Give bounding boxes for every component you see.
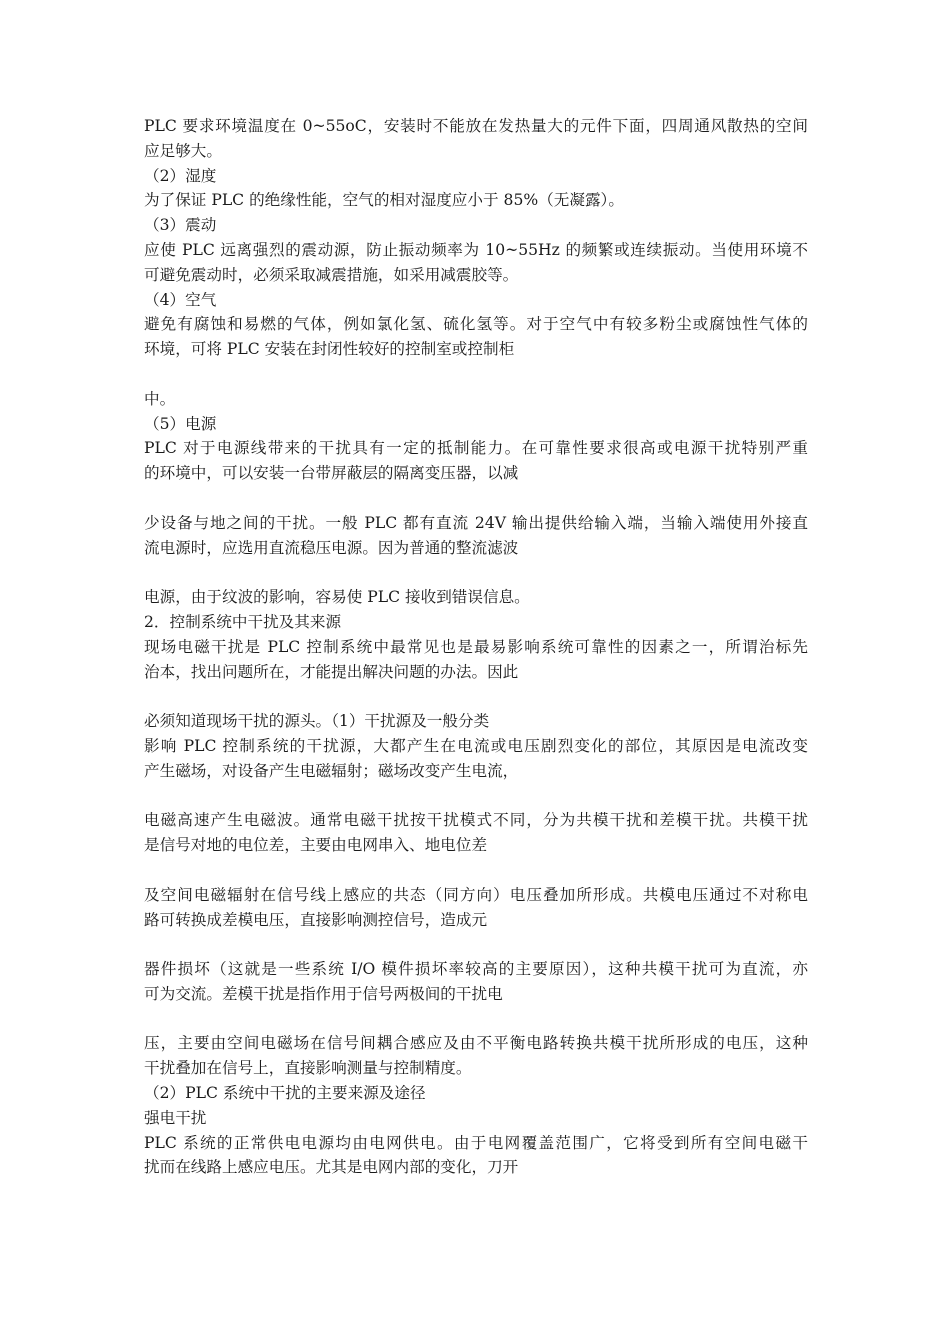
text-line: 的环境中，可以安装一台带屏蔽层的隔离变压器，以减 <box>144 464 519 483</box>
text-line: 产生磁场，对设备产生电磁辐射；磁场改变产生电流， <box>144 761 519 780</box>
paragraph-gap <box>144 684 808 709</box>
paragraph-gap <box>144 486 808 511</box>
text-line: 强电干扰 <box>144 1108 207 1127</box>
text-line: PLC 对于电源线带来的干扰具有一定的抵制能力。在可靠性要求很高或电源干扰特别严重 <box>144 439 808 458</box>
text-line: 现场电磁干扰是 PLC 控制系统中最常见也是最易影响系统可靠性的因素之一，所谓治标先 <box>144 637 808 656</box>
text-line: 电源，由于纹波的影响，容易使 PLC 接收到错误信息。 <box>144 588 530 607</box>
text-line: 及空间电磁辐射在信号线上感应的共态（同方向）电压叠加所形成。共模电压通过不对称电 <box>144 885 808 904</box>
paragraph-gap <box>144 1007 808 1032</box>
text-line: 影响 PLC 控制系统的干扰源，大都产生在电流或电压剧烈变化的部位，其原因是电流改变 <box>144 736 808 755</box>
text-line: 可为交流。差模干扰是指作用于信号两极间的干扰电 <box>144 984 503 1003</box>
text-line: 环境，可将 PLC 安装在封闭性较好的控制室或控制柜 <box>144 340 515 359</box>
text-line: 干扰叠加在信号上，直接影响测量与控制精度。 <box>144 1059 472 1078</box>
text-line: 必须知道现场干扰的源头。（1）干扰源及一般分类 <box>144 712 490 731</box>
text-line: 是信号对地的电位差，主要由电网串入、地电位差 <box>144 836 488 855</box>
text-line: 2．控制系统中干扰及其来源 <box>144 612 342 631</box>
text-line: PLC 系统的正常供电电源均由电网供电。由于电网覆盖范围广，它将受到所有空间电磁干 <box>144 1133 808 1152</box>
paragraph-gap <box>144 932 808 957</box>
text-line: 应足够大。 <box>144 141 222 160</box>
text-line: 扰而在线路上感应电压。尤其是电网内部的变化，刀开 <box>144 1158 519 1177</box>
text-line: 路可转换成差模电压，直接影响测控信号，造成元 <box>144 910 488 929</box>
text-line: PLC 要求环境温度在 0~55oC，安装时不能放在发热量大的元件下面，四周通风散热的空间 <box>144 117 808 135</box>
text-line: （5）电源 <box>144 414 217 433</box>
text-line: 可避免震动时，必须采取减震措施，如采用减震胶等。 <box>144 265 519 284</box>
paragraph-gap <box>144 784 808 809</box>
text-line: 应使 PLC 远离强烈的震动源，防止振动频率为 10~55Hz 的频繁或连续振动。当使用环境不 <box>144 240 808 259</box>
text-line: （4）空气 <box>144 290 217 309</box>
text-line: 治本，找出问题所在，才能提出解决问题的办法。因此 <box>144 662 519 681</box>
text-line: 流电源时，应选用直流稳压电源。因为普通的整流滤波 <box>144 538 519 557</box>
text-line: 为了保证 PLC 的绝缘性能，空气的相对湿度应小于 85%（无凝露）。 <box>144 191 624 210</box>
text-line: 避免有腐蚀和易燃的气体，例如氯化氢、硫化氢等。对于空气中有较多粉尘或腐蚀性气体的 <box>144 315 808 334</box>
text-line: 电磁高速产生电磁波。通常电磁干扰按干扰模式不同，分为共模干扰和差模干扰。共模干扰 <box>144 811 808 830</box>
paragraph-gap <box>144 560 808 585</box>
text-line: 器件损坏（这就是一些系统 I/O 模件损坏率较高的主要原因），这种共模干扰可为直流，亦 <box>144 960 808 979</box>
text-line: 压，主要由空间电磁场在信号间耦合感应及由不平衡电路转换共模干扰所形成的电压，这种 <box>144 1034 808 1053</box>
paragraph-gap <box>144 858 808 883</box>
text-line: 少设备与地之间的干扰。一般 PLC 都有直流 24V 输出提供给输入端，当输入端使用外接直 <box>144 513 808 532</box>
text-line: （3）震动 <box>144 216 217 235</box>
text-line: 中。 <box>144 389 176 408</box>
paragraph-gap <box>144 362 808 387</box>
document-body <box>144 114 808 1180</box>
text-line: （2）PLC 系统中干扰的主要来源及途径 <box>144 1084 426 1103</box>
text-line: （2）湿度 <box>144 166 217 185</box>
